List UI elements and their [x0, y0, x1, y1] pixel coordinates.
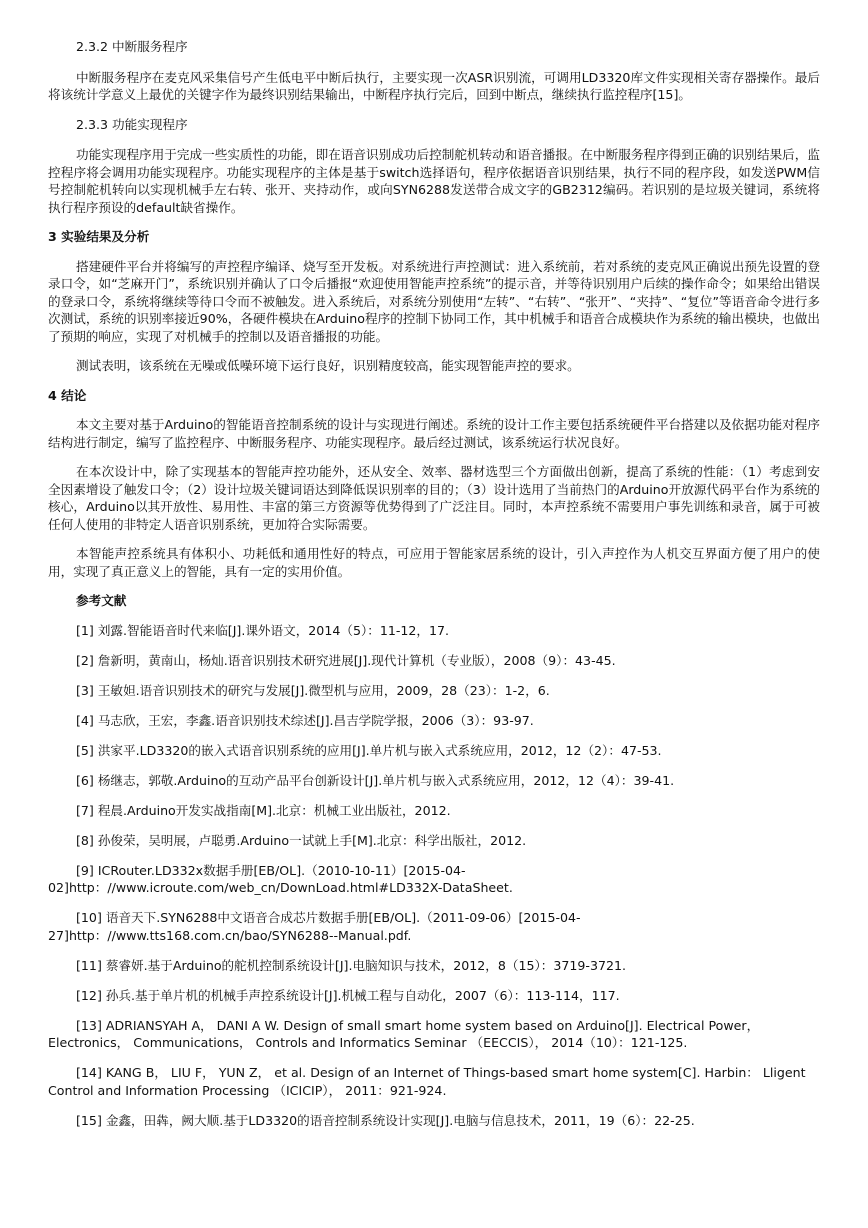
paragraph-experiment-1: 搭建硬件平台并将编写的声控程序编译、烧写至开发板。对系统进行声控测试：进入系统前，若对系统的麦克风正确说出预先设置的登录口令，如“芝麻开门”，系统识别并确认了口令后播报“欢迎使用智能声控系统”的提示音，并等待识别用户后续的操作命令；如果给出错误的登录口令，系统将继续等待口令而不被触发。进入系统后，对系统分别使用“左转”、“右转”、“张开”、“夹持”、“复位”等语音命令进行多次测试，系统的识别率接近90%，各硬件模块在Arduino程序的控制下协同工作，其中机械手和语音合成模块作为系统的输出模块，也做出了预期的响应，实现了对机械手的控制以及语音播报的功能。 [48, 258, 820, 344]
paragraph-experiment-2: 测试表明，该系统在无噪或低噪环境下运行良好，识别精度较高，能实现智能声控的要求。 [76, 358, 580, 373]
paragraph-function-program: 功能实现程序用于完成一些实质性的功能，即在语音识别成功后控制舵机转动和语音播报。在中断服务程序得到正确的识别结果后，监控程序将会调用功能实现程序。功能实现程序的主体是基于switch选择语句，程序依据语音识别结果，执行不同的程序段，如发送PWM信号控制舵机转向以实现机械手左右转、张开、夹持动作，或向SYN6288发送带合成文字的GB2312编码。若识别的是垃圾关键词，系统将执行程序预设的default缺省操作。 [48, 147, 820, 215]
paragraph-interrupt-service: 中断服务程序在麦克风采集信号产生低电平中断后执行，主要实现一次ASR识别流，可调用LD3320库文件实现相关寄存器操作。最后将该统计学意义上最优的关键字作为最终识别结果输出，中断程序执行完后，回到中断点，继续执行监控程序[15]。 [48, 69, 820, 102]
reference-item: [2] 詹新明，黄南山，杨灿.语音识别技术研究进展[J].现代计算机（专业版），2008（9）：43-45. [76, 652, 616, 668]
paragraph-conclusion-2: 在本次设计中，除了实现基本的智能声控功能外，还从安全、效率、器材选型三个方面做出创新，提高了系统的性能：（1）考虑到安全因素增设了触发口令；（2）设计垃圾关键词语达到降低误识别率的目的；（3）设计选用了当前热门的Arduino开放源代码平台作为系统的核心，Arduino以其开放性、易用性、丰富的第三方资源等优势得到了广泛注目。同时，本声控系统不需要用户事先训练和录音，属于可被任何人使用的非特定人语音识别系统，更加符合实际需要。 [48, 464, 820, 532]
reference-item: [10] 语音天下.SYN6288中文语音合成芯片数据手册[EB/OL].（2011-09-06）[2015-04-27]http：//www.tts168.com.cn/bao/SYN6288--Manual.pdf. [48, 910, 581, 943]
paragraph-conclusion-1: 本文主要对基于Arduino的智能语音控制系统的设计与实现进行阐述。系统的设计工作主要包括系统硬件平台搭建以及依据功能对程序结构进行制定，编写了监控程序、中断服务程序、功能实现程序。最后经过测试，该系统运行状况良好。 [48, 417, 820, 450]
subsection-heading-2-3-2: 2.3.2 中断服务程序 [76, 39, 188, 54]
references-heading: 参考文献 [76, 593, 127, 608]
reference-list [48, 622, 820, 1130]
section-heading-4: 4 结论 [48, 387, 87, 403]
reference-item: [11] 蔡睿妍.基于Arduino的舵机控制系统设计[J].电脑知识与技术，2012，8（15）：3719-3721. [76, 957, 627, 973]
reference-item: [14] KANG B， LIU F， YUN Z， et al. Design of an Internet of Things-based smart home system[C]. Harbin： Lligent Control and Information Processing （ICICIP）， 2011：921-924. [48, 1065, 806, 1098]
reference-item: [5] 洪家平.LD3320的嵌入式语音识别系统的应用[J].单片机与嵌入式系统应用，2012，12（2）：47-53. [76, 742, 662, 758]
reference-item: [3] 王敏妲.语音识别技术的研究与发展[J].微型机与应用，2009，28（23）：1-2，6. [76, 682, 550, 698]
paper-page [48, 38, 820, 1142]
reference-item: [9] ICRouter.LD332x数据手册[EB/OL].（2010-10-11）[2015-04-02]http：//www.icroute.com/web_cn/DownLoad.html#LD332X-DataSheet. [48, 862, 513, 895]
reference-item: [8] 孙俊荣，吴明展，卢聪勇.Arduino一试就上手[M].北京：科学出版社，2012. [76, 832, 527, 848]
reference-item: [4] 马志欣，王宏，李鑫.语音识别技术综述[J].昌吉学院学报，2006（3）：93-97. [76, 712, 534, 728]
reference-item: [12] 孙兵.基于单片机的机械手声控系统设计[J].机械工程与自动化，2007（6）：113-114，117. [76, 987, 620, 1003]
section-heading-3: 3 实验结果及分析 [48, 229, 150, 244]
reference-item: [1] 刘露.智能语音时代来临[J].课外语文，2014（5）：11-12，17. [76, 622, 450, 638]
reference-item: [15] 金鑫，田犇，阙大顺.基于LD3320的语音控制系统设计实现[J].电脑与信息技术，2011，19（6）：22-25. [76, 1112, 695, 1128]
reference-item: [6] 杨继志，郭敬.Arduino的互动产品平台创新设计[J].单片机与嵌入式系统应用，2012，12（4）：39-41. [76, 772, 675, 788]
subsection-heading-2-3-3: 2.3.3 功能实现程序 [76, 116, 188, 132]
paragraph-conclusion-3: 本智能声控系统具有体积小、功耗低和通用性好的特点，可应用于智能家居系统的设计，引入声控作为人机交互界面方便了用户的使用，实现了真正意义上的智能，具有一定的实用价值。 [48, 546, 820, 579]
reference-item: [13] ADRIANSYAH A， DANI A W. Design of small smart home system based on Arduino[J]. Electrical Power，Electronics， Communications， Controls and Informatics Seminar （EECCIS）， 2014（10）：121-125. [48, 1017, 760, 1050]
reference-item: [7] 程晨.Arduino开发实战指南[M].北京：机械工业出版社，2012. [76, 802, 451, 818]
